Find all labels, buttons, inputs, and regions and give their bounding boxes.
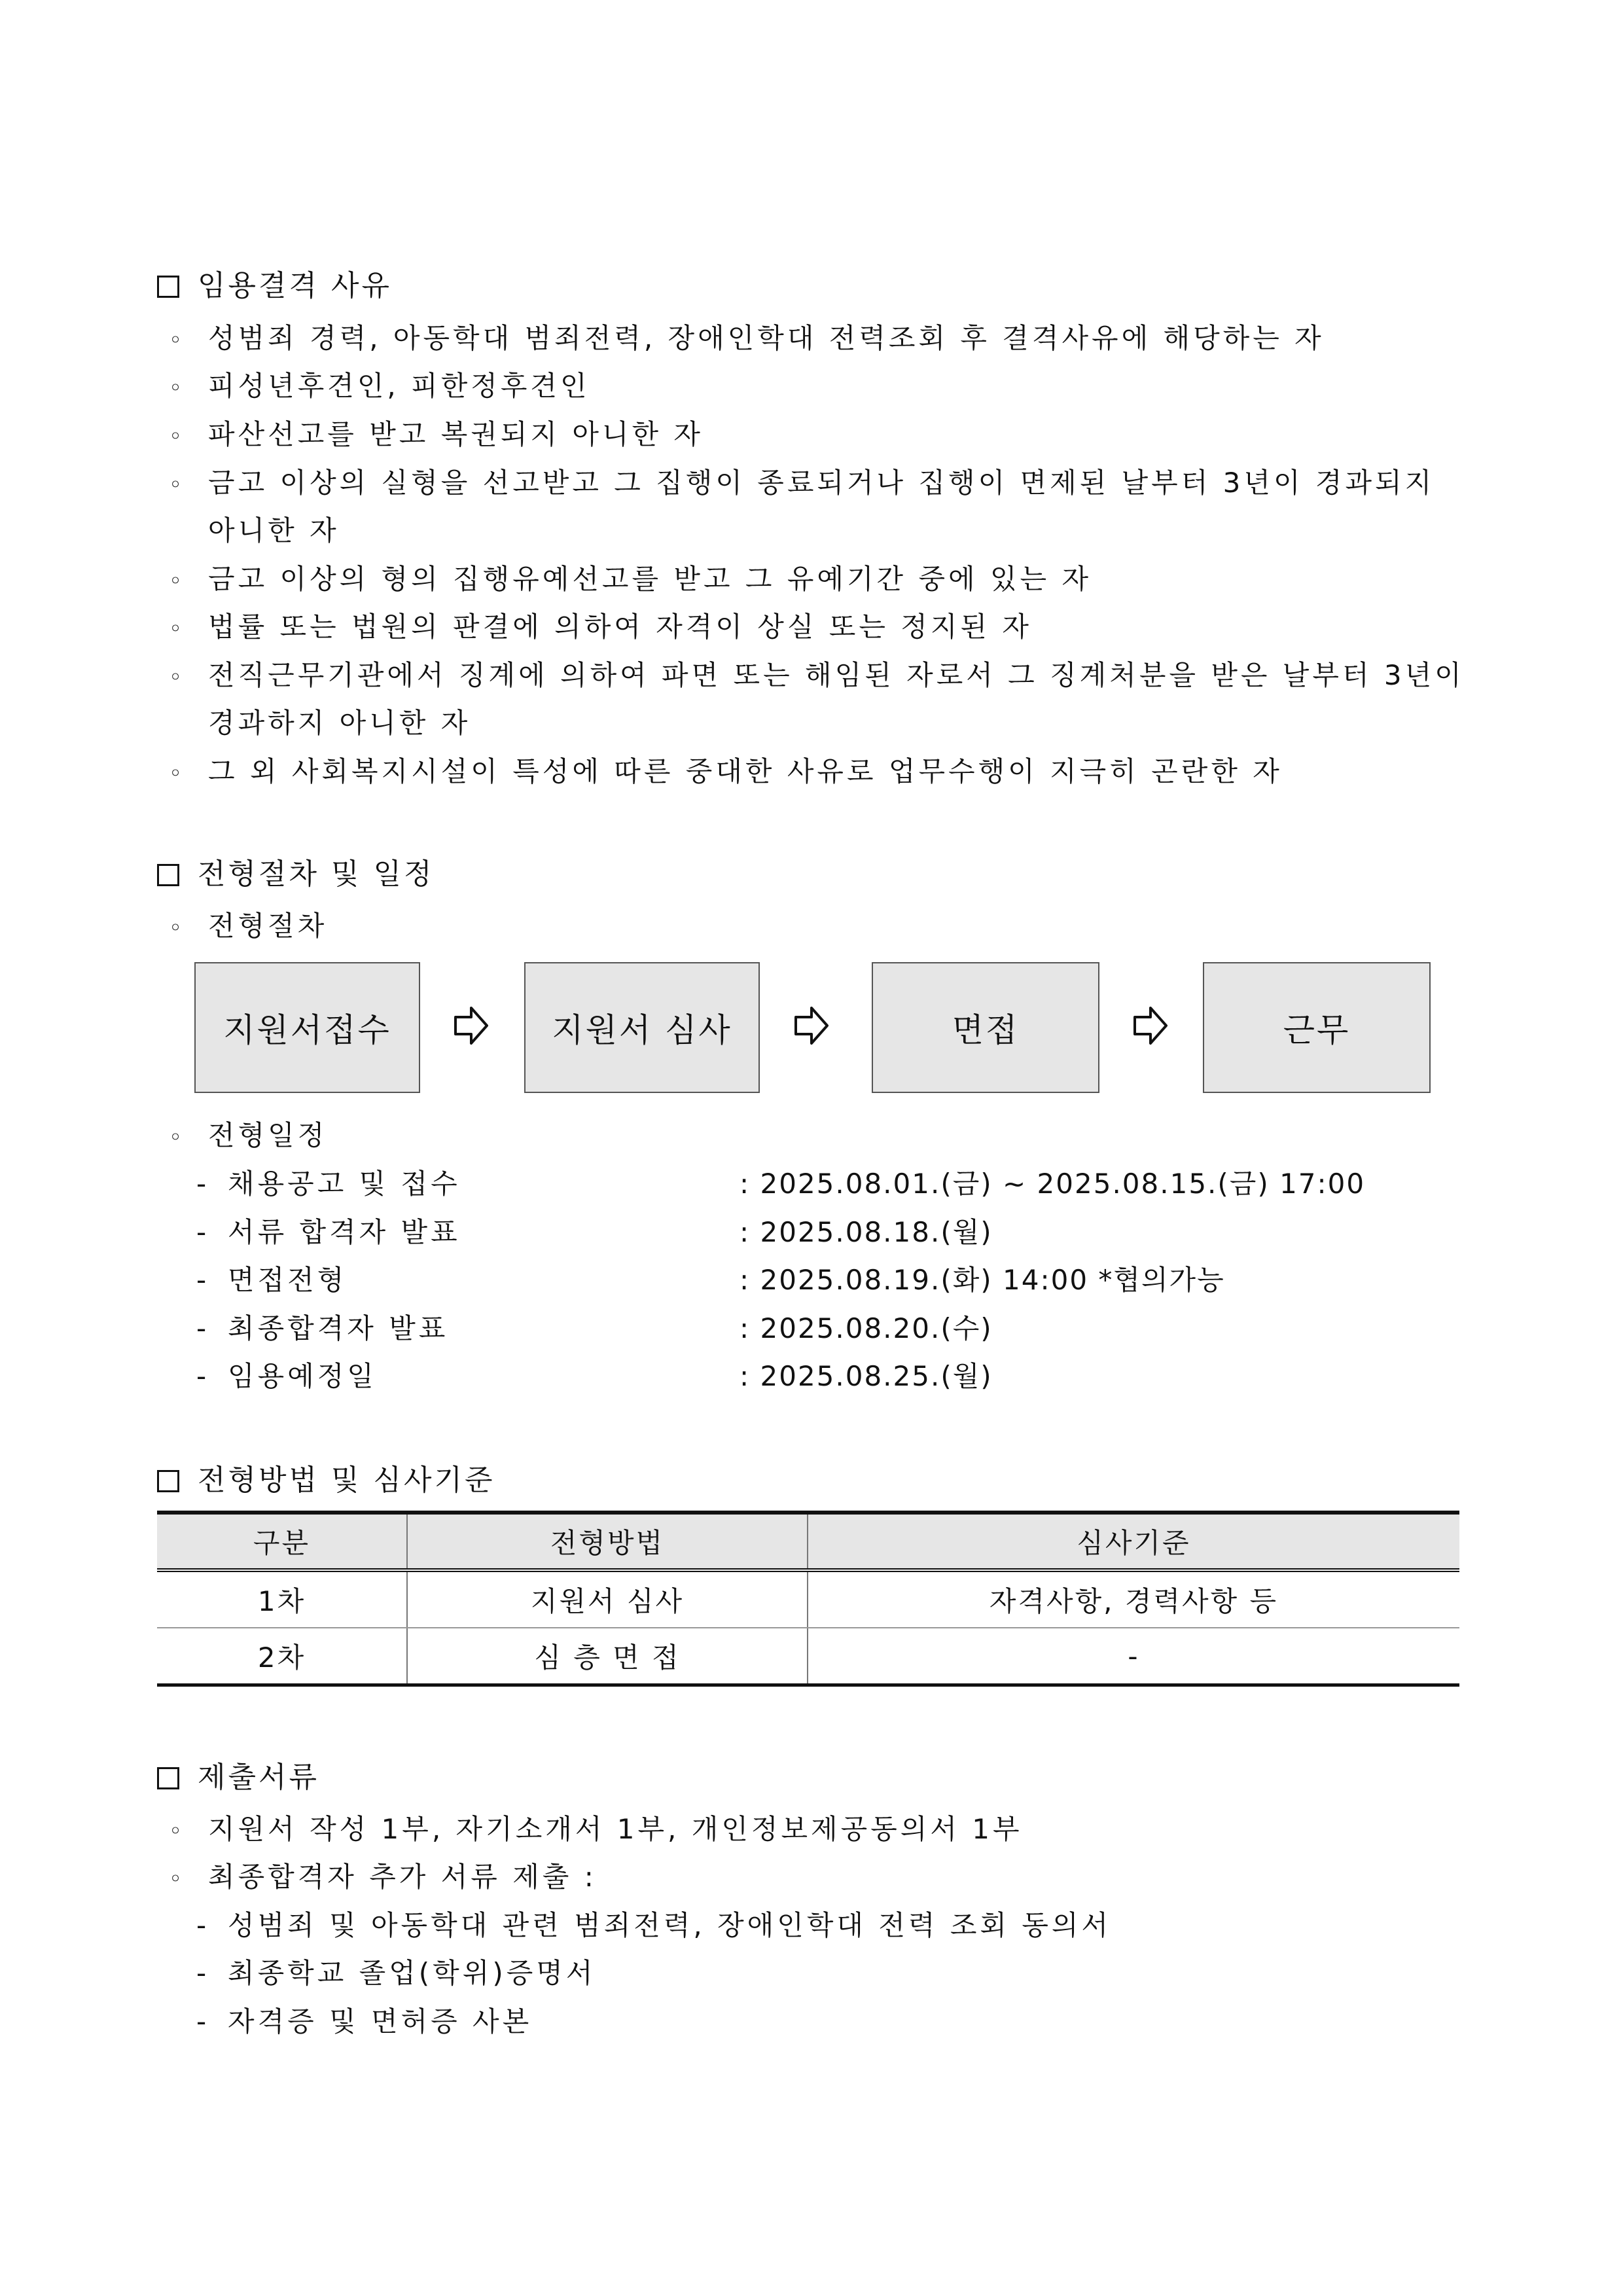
row2-criteria: - <box>808 1628 1459 1685</box>
disqualification-item-5: ◦ 금고 이상의 형의 집행유예선고를 받고 그 유예기간 중에 있는 자 <box>169 561 1092 600</box>
heading-text: 전형방법 및 심사기준 <box>198 1463 495 1497</box>
header-method: 전형방법 <box>407 1513 808 1570</box>
bullet-icon: ◦ <box>169 423 186 450</box>
bullet-icon: ◦ <box>169 1124 186 1151</box>
bullet-icon: ◦ <box>169 1866 186 1892</box>
flow-step-review: 지원서 심사 <box>524 962 760 1093</box>
disqualification-item-7-cont: 경과하지 아니한 자 <box>208 707 471 739</box>
flow-step-work: 근무 <box>1203 962 1431 1093</box>
disqualification-item-3: ◦ 파산선고를 받고 복권되지 아니한 자 <box>169 416 704 455</box>
disqualification-item-2: ◦ 피성년후견인, 피한정후견인 <box>169 368 590 406</box>
row1-method: 지원서 심사 <box>407 1570 808 1628</box>
bullet-icon: ◦ <box>169 568 186 594</box>
header-category: 구분 <box>157 1513 407 1570</box>
disqualification-item-6: ◦ 법률 또는 법원의 판결에 의하여 자격이 상실 또는 정지된 자 <box>169 609 1032 647</box>
documents-item-1: ◦ 지원서 작성 1부, 자기소개서 1부, 개인정보제공동의서 1부 <box>169 1811 1023 1850</box>
bullet-icon: ◦ <box>169 375 186 401</box>
schedule-value-2: : 2025.08.18.(월) <box>740 1216 993 1248</box>
disqualification-item-4: ◦ 금고 이상의 실형을 선고받고 그 집행이 종료되거나 집행이 면제된 날부터 3년이 경과되지 <box>169 465 1435 503</box>
bullet-icon: ◦ <box>169 616 186 642</box>
flow-step-interview: 면접 <box>872 962 1099 1093</box>
bullet-icon: ◦ <box>169 915 186 941</box>
right-arrow-icon <box>1131 1003 1170 1049</box>
row2-method: 심 층 면 접 <box>407 1628 808 1685</box>
row1-category: 1차 <box>157 1570 407 1628</box>
bullet-icon: ◦ <box>169 761 186 787</box>
heading-text: 전형절차 및 일정 <box>198 857 435 891</box>
disqualification-item-4-cont: 아니한 자 <box>208 514 340 547</box>
bullet-icon: ◦ <box>169 472 186 498</box>
schedule-label-2: - 서류 합격자 발표 <box>196 1216 461 1248</box>
heading-text: 임용결격 사유 <box>198 269 393 302</box>
section-heading-method <box>157 1461 495 1500</box>
schedule-value-4: : 2025.08.20.(수) <box>740 1312 993 1344</box>
disqualification-item-7: ◦ 전직근무기관에서 징계에 의하여 파면 또는 해임된 자로서 그 징계처분을 받은 날부터 3년이 <box>169 657 1465 696</box>
bullet-icon: ◦ <box>169 1818 186 1844</box>
section-heading-procedure <box>157 855 435 894</box>
checkbox-square-icon <box>157 1470 179 1492</box>
schedule-value-5: : 2025.08.25.(월) <box>740 1360 993 1392</box>
checkbox-square-icon <box>157 276 179 298</box>
schedule-subheading: ◦ 전형일정 <box>169 1117 327 1156</box>
procedure-subheading: ◦ 전형절차 <box>169 908 327 946</box>
schedule-label-5: - 임용예정일 <box>196 1360 377 1392</box>
row2-category: 2차 <box>157 1628 407 1685</box>
right-arrow-icon <box>792 1003 831 1049</box>
disqualification-item-1: ◦ 성범죄 경력, 아동학대 범죄전력, 장애인학대 전력조회 후 결격사유에 해당하는 자 <box>169 320 1325 359</box>
documents-subitem-3: - 자격증 및 면허증 사본 <box>196 2005 533 2037</box>
table-header-row <box>157 1513 1459 1570</box>
schedule-label-1: - 채용공고 및 접수 <box>196 1168 461 1200</box>
table-row <box>157 1628 1459 1685</box>
flow-step-apply: 지원서접수 <box>194 962 420 1093</box>
section-heading-documents <box>157 1758 319 1797</box>
schedule-label-4: - 최종합격자 발표 <box>196 1312 449 1344</box>
schedule-label-3: - 면접전형 <box>196 1264 348 1296</box>
documents-subitem-1: - 성범죄 및 아동학대 관련 범죄전력, 장애인학대 전력 조회 동의서 <box>196 1909 1112 1941</box>
heading-text: 제출서류 <box>198 1761 320 1794</box>
table-row <box>157 1570 1459 1628</box>
schedule-value-3: : 2025.08.19.(화) 14:00 *협의가능 <box>740 1264 1225 1296</box>
disqualification-item-8: ◦ 그 외 사회복지시설이 특성에 따른 중대한 사유로 업무수행이 지극히 곤란한 자 <box>169 753 1283 792</box>
documents-subitem-2: - 최종학교 졸업(학위)증명서 <box>196 1957 596 1989</box>
criteria-table <box>157 1511 1459 1687</box>
schedule-value-1: : 2025.08.01.(금) ~ 2025.08.15.(금) 17:00 <box>740 1168 1366 1200</box>
right-arrow-icon <box>452 1003 491 1049</box>
checkbox-square-icon <box>157 1767 179 1789</box>
row1-criteria: 자격사항, 경력사항 등 <box>808 1570 1459 1628</box>
documents-item-2: ◦ 최종합격자 추가 서류 제출 : <box>169 1859 597 1897</box>
bullet-icon: ◦ <box>169 327 186 353</box>
bullet-icon: ◦ <box>169 664 186 691</box>
header-criteria: 심사기준 <box>808 1513 1459 1570</box>
checkbox-square-icon <box>157 864 179 886</box>
section-heading-disqualification <box>157 266 392 306</box>
